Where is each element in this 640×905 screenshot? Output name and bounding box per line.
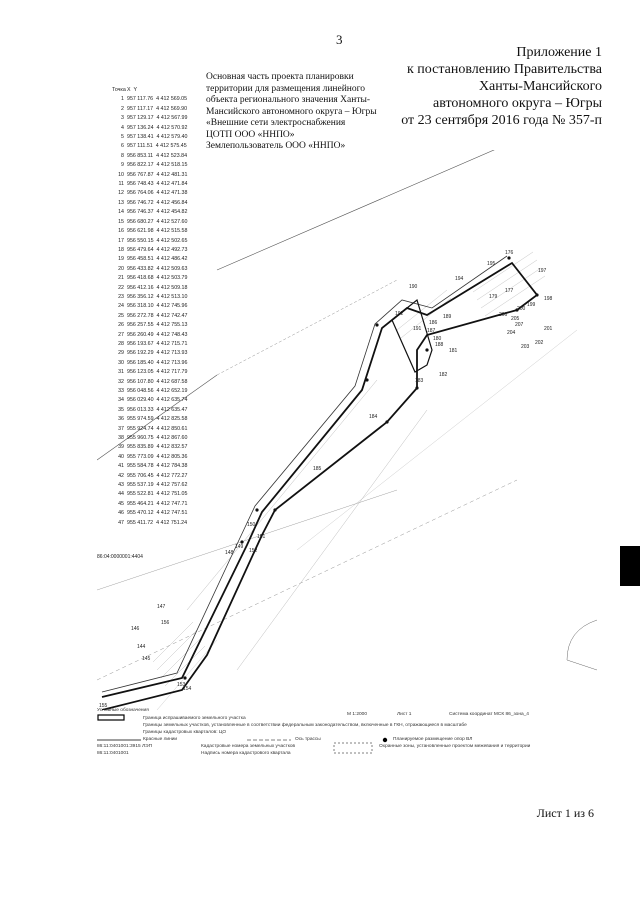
table-cell: 3 — [121, 115, 124, 122]
point-label: 190 — [409, 284, 418, 290]
table-row — [112, 208, 206, 217]
table-cell: 956 356.12 — [127, 293, 154, 300]
legend-symbol-parcel — [97, 714, 127, 722]
table-row — [112, 302, 206, 311]
table-cell: 42 — [118, 472, 124, 479]
table-cell: 956 412.16 — [127, 284, 154, 291]
table-row — [112, 95, 206, 104]
point-label: 206 — [499, 312, 508, 318]
table-cell: 955 924.74 — [127, 425, 154, 432]
table-cell: 956 013.33 — [127, 406, 154, 413]
table-cell: 4 412 747.51 — [156, 510, 188, 517]
point-label: 204 — [507, 330, 516, 336]
table-row — [112, 415, 206, 424]
table-cell: 4 412 757.62 — [156, 482, 188, 489]
point-markers — [183, 256, 538, 679]
table-cell: 4 412 825.58 — [156, 416, 188, 423]
table-cell: 16 — [118, 228, 124, 235]
table-cell: 956 185.40 — [127, 359, 154, 366]
table-cell: 34 — [118, 397, 124, 404]
table-cell: 4 412 687.58 — [156, 378, 188, 385]
table-cell: 19 — [118, 256, 124, 263]
table-cell: 46 — [118, 510, 124, 517]
table-cell: 24 — [118, 303, 124, 310]
table-row — [112, 509, 206, 518]
table-cell: 4 412 579.40 — [156, 134, 188, 141]
point-label: 144 — [137, 644, 146, 650]
table-cell: 10 — [118, 171, 124, 178]
table-cell: 956 764.06 — [127, 190, 154, 197]
point-label: 184 — [369, 414, 378, 420]
project-line: Землепользователь ООО «ННПО» — [206, 141, 346, 151]
table-cell: 955 470.12 — [127, 510, 154, 517]
table-row — [112, 105, 206, 114]
table-cell: 956 458.51 — [127, 256, 154, 263]
table-cell: 956 621.98 — [127, 228, 154, 235]
table-cell: 4 412 569.05 — [156, 96, 188, 103]
legend-item: Границы кадастровых кварталов: ЦО — [143, 730, 227, 735]
table-row — [112, 114, 206, 123]
table-cell: 43 — [118, 482, 124, 489]
table-row — [112, 171, 206, 180]
table-cell: 4 412 471.38 — [156, 190, 188, 197]
table-cell: 4 412 755.13 — [156, 322, 188, 329]
table-cell: 44 — [118, 491, 124, 498]
table-row — [112, 274, 206, 283]
table-cell: 4 412 745.96 — [156, 303, 188, 310]
point-label: 198 — [544, 296, 553, 302]
point-label: 179 — [489, 294, 498, 300]
table-cell: 4 412 518.15 — [156, 162, 188, 169]
table-cell: 956 272.78 — [127, 312, 154, 319]
point-label: 152 — [249, 548, 258, 554]
table-cell: 4 412 509.18 — [156, 284, 188, 291]
table-cell: 4 412 832.57 — [156, 444, 188, 451]
table-row — [112, 425, 206, 434]
table-cell: 45 — [118, 500, 124, 507]
boundary-line — [217, 150, 517, 270]
table-cell: 955 464.21 — [127, 500, 154, 507]
table-row — [112, 519, 206, 528]
legend-symbol-axis — [247, 738, 291, 742]
table-cell: 14 — [118, 209, 124, 216]
table-cell: 4 412 652.19 — [156, 388, 188, 394]
table-cell: 955 773.09 — [127, 453, 154, 460]
table-cell: 4 412 867.60 — [156, 435, 188, 442]
legend-item: Надпись номера кадастрового квартала — [201, 751, 291, 756]
boundary-line — [187, 380, 377, 610]
table-cell: 11 — [118, 181, 124, 188]
point-label: 151 — [257, 534, 266, 540]
table-cell: 5 — [121, 134, 124, 141]
table-cell: 33 — [118, 388, 124, 394]
table-row — [112, 293, 206, 302]
table-row — [112, 481, 206, 490]
table-cell: 4 412 503.79 — [156, 275, 188, 282]
table-cell: 4 412 471.84 — [156, 181, 188, 188]
table-cell: 4 412 772.27 — [156, 472, 188, 479]
legend-item: Кадастровые номера земельных участков — [201, 744, 296, 749]
table-row — [112, 349, 206, 358]
point-label: 197 — [538, 268, 547, 274]
table-cell: 15 — [118, 218, 124, 225]
table-cell: 956 048.56 — [127, 388, 154, 394]
table-row — [112, 237, 206, 246]
point-label: 150 — [247, 522, 256, 528]
table-cell: 4 412 850.61 — [156, 425, 188, 432]
appendix-line: к постановлению Правительства — [406, 62, 602, 77]
table-cell: 41 — [118, 463, 124, 470]
table-cell: 4 412 492.73 — [156, 246, 188, 253]
cadastral-block — [97, 744, 152, 749]
table-cell: 956 433.82 — [127, 265, 154, 272]
table-row — [112, 124, 206, 133]
table-cell: 4 412 742.47 — [156, 312, 188, 319]
table-cell: 956 822.17 — [127, 162, 154, 169]
table-row — [112, 161, 206, 170]
boundary-arc — [567, 620, 597, 670]
sheet-footer: Лист 1 из 6 — [536, 806, 594, 820]
table-cell: 26 — [118, 322, 124, 329]
table-cell: 955 974.59 — [127, 416, 154, 423]
table-cell: 4 — [121, 124, 124, 131]
point-label: 195 — [487, 261, 496, 267]
table-cell: 4 412 751.24 — [156, 519, 188, 526]
table-cell: 35 — [118, 406, 124, 413]
table-cell: 957 117.76 — [127, 96, 154, 103]
table-cell: 18 — [118, 246, 124, 253]
table-row — [112, 265, 206, 274]
table-cell: 2 — [121, 105, 124, 112]
table-row — [112, 453, 206, 462]
table-cell: 1 — [121, 96, 124, 103]
point-label: 207 — [515, 322, 524, 328]
boundary-line — [157, 640, 217, 710]
table-cell: 4 412 748.43 — [156, 331, 188, 338]
point-label: 202 — [535, 340, 544, 346]
table-cell: 32 — [118, 378, 124, 385]
table-cell: 29 — [118, 350, 124, 357]
table-cell: 956 418.68 — [127, 275, 154, 282]
column-header: Точка — [112, 87, 126, 93]
sheet-label: Лист 1 — [397, 712, 412, 717]
boundary-line — [217, 280, 397, 375]
table-cell: 957 136.24 — [127, 124, 154, 131]
table-row — [112, 255, 206, 264]
table-cell: 4 412 515.58 — [156, 228, 188, 235]
table-row — [112, 378, 206, 387]
project-line: «Внешние сети электроснабжения — [206, 118, 346, 128]
point-label: 186 — [429, 320, 438, 326]
point-label: 185 — [313, 466, 322, 472]
point-label: 182 — [439, 372, 448, 378]
table-cell: 31 — [118, 369, 124, 376]
table-cell: 4 412 635.74 — [156, 397, 188, 404]
project-line: территории для размещения линейного — [206, 83, 366, 94]
table-cell: 955 706.45 — [127, 472, 154, 479]
table-cell: 956 746.72 — [127, 199, 154, 206]
legend-title: Условные обозначения — [97, 708, 149, 713]
table-cell: 21 — [118, 275, 124, 282]
table-row — [112, 284, 206, 293]
appendix-line: Приложение 1 — [516, 45, 602, 60]
table-row — [112, 434, 206, 443]
table-cell: 23 — [118, 293, 124, 300]
appendix-line: автономного округа – Югры — [433, 96, 602, 111]
table-cell: 955 411.72 — [127, 519, 154, 526]
table-row — [112, 227, 206, 236]
table-cell: 955 960.75 — [127, 435, 154, 442]
table-cell: 4 412 509.63 — [156, 265, 188, 272]
table-row — [112, 396, 206, 405]
boundary-line — [297, 330, 577, 550]
table-cell: 957 138.41 — [127, 134, 154, 141]
cadastral-block-number: 86:11:0401001:3915 — [97, 744, 141, 749]
table-row — [112, 462, 206, 471]
table-cell: 956 479.64 — [127, 246, 154, 253]
point-label: 176 — [505, 250, 514, 256]
table-row — [112, 331, 206, 340]
table-row — [112, 133, 206, 142]
legend-item: Красные линии — [143, 737, 178, 742]
cadastral-block-number: 86:11:0401001 — [97, 751, 129, 756]
table-cell: 4 412 523.84 — [156, 152, 188, 159]
point-label: 199 — [527, 302, 536, 308]
table-cell: 955 522.81 — [127, 491, 154, 498]
point-label: 156 — [161, 620, 170, 626]
coordinates-table — [112, 86, 206, 528]
legend-item: Ось трассы — [295, 737, 321, 742]
point-label: 148 — [225, 550, 234, 556]
point-label: 201 — [544, 326, 553, 332]
table-row — [112, 218, 206, 227]
table-row — [112, 406, 206, 415]
table-cell: 955 537.19 — [127, 482, 154, 489]
table-row — [112, 152, 206, 161]
table-cell: 956 680.27 — [127, 218, 154, 225]
table-row — [112, 359, 206, 368]
point-label: 194 — [455, 276, 464, 282]
project-line: объекта регионального значения Ханты- — [206, 95, 371, 105]
table-cell: 955 835.89 — [127, 444, 154, 451]
project-description — [206, 72, 396, 153]
boundary-line — [237, 410, 427, 670]
table-row — [112, 472, 206, 481]
table-row — [112, 142, 206, 151]
point-label: 155 — [99, 703, 108, 709]
table-cell: 956 123.05 — [127, 369, 154, 376]
cadastral-number-label: 86:04:0000001:4404 — [97, 554, 143, 560]
table-cell: 47 — [118, 519, 124, 526]
legend-symbol-pole — [381, 736, 389, 744]
column-header: Y — [133, 87, 138, 93]
table-cell: 38 — [118, 435, 124, 442]
point-label: 192 — [395, 311, 404, 317]
legend-item: Граница испрашиваемого земельного участка — [143, 716, 246, 721]
table-cell: 4 412 502.65 — [156, 237, 188, 244]
table-cell: 4 412 635.47 — [156, 406, 188, 413]
legend-symbol-redline — [97, 738, 141, 742]
table-cell: 4 412 575.45 — [155, 143, 187, 150]
column-header: X — [127, 87, 131, 93]
table-cell: 4 412 486.42 — [156, 256, 188, 263]
table-cell: 4 412 481.31 — [156, 171, 188, 178]
point-label: 181 — [449, 348, 458, 354]
table-cell: 4 412 713.93 — [156, 350, 188, 357]
table-cell: 4 412 747.71 — [156, 500, 188, 507]
point-label: 180 — [433, 336, 442, 342]
table-row — [112, 246, 206, 255]
table-cell: 956 746.37 — [127, 209, 154, 216]
table-cell: 956 193.67 — [127, 340, 154, 347]
table-cell: 4 412 567.99 — [156, 115, 188, 122]
table-cell: 956 550.15 — [127, 237, 154, 244]
legend — [97, 708, 587, 770]
table-cell: 4 412 751.05 — [156, 491, 188, 498]
table-cell: 957 129.17 — [127, 115, 154, 122]
table-cell: 955 584.78 — [127, 463, 154, 470]
table-cell: 956 853.11 — [127, 152, 154, 159]
table-row — [112, 387, 206, 396]
cadastral-block-suffix: ЛЭП — [142, 744, 153, 749]
table-row — [112, 500, 206, 509]
table-cell: 4 412 715.71 — [156, 340, 188, 347]
table-header — [112, 86, 206, 95]
legend-symbol-zone — [333, 742, 373, 754]
table-cell: 956 318.10 — [127, 303, 154, 310]
table-row — [112, 189, 206, 198]
table-row — [112, 340, 206, 349]
table-row — [112, 180, 206, 189]
table-cell: 30 — [118, 359, 124, 366]
point-label: 189 — [443, 314, 452, 320]
point-label: 153 — [177, 682, 186, 688]
table-cell: 957 117.17 — [127, 105, 154, 112]
coordinate-system: Система координат МСК 86_зона_4 — [449, 712, 529, 717]
project-line: Мансийского автономного округа – Югры — [206, 106, 377, 117]
table-cell: 4 412 713.96 — [156, 359, 188, 366]
point-label: 147 — [157, 604, 166, 610]
point-label: 154 — [183, 686, 192, 692]
table-row — [112, 368, 206, 377]
table-cell: 956 107.80 — [127, 378, 154, 385]
table-cell: 957 111.51 — [127, 143, 153, 150]
table-cell: 8 — [121, 152, 124, 159]
table-cell: 22 — [118, 284, 124, 291]
table-cell: 6 — [121, 143, 124, 150]
table-cell: 956 748.43 — [127, 181, 154, 188]
table-cell: 956 767.87 — [127, 171, 154, 178]
table-cell: 4 412 805.36 — [156, 453, 188, 460]
point-label: 145 — [142, 656, 151, 662]
point-label: 146 — [131, 626, 140, 632]
point-label: 205 — [511, 316, 520, 322]
point-label: 187 — [427, 328, 436, 334]
table-cell: 17 — [118, 237, 124, 244]
table-cell: 28 — [118, 340, 124, 347]
table-cell: 20 — [118, 265, 124, 272]
point-label: 149 — [235, 544, 244, 550]
point-label: 183 — [415, 378, 424, 384]
appendix-line: Ханты-Мансийского — [478, 79, 602, 94]
table-cell: 37 — [118, 425, 124, 432]
table-cell: 36 — [118, 416, 124, 423]
legend-item: Границы земельных участков, установленные в соответствии федеральным законодательством, включенные в ГКН, отражающиеся в масштабе — [143, 723, 467, 728]
point-label: 191 — [413, 326, 422, 332]
project-line: ЦОТП ООО «ННПО» — [206, 129, 295, 140]
table-cell: 39 — [118, 444, 124, 451]
table-cell: 4 412 527.60 — [156, 218, 188, 225]
table-cell: 4 412 454.82 — [156, 209, 188, 216]
hatch-area — [153, 252, 545, 686]
table-cell: 25 — [118, 312, 124, 319]
table-cell: 4 412 784.38 — [156, 463, 188, 470]
table-row — [112, 443, 206, 452]
table-row — [112, 490, 206, 499]
point-label: 177 — [505, 288, 514, 294]
table-cell: 4 412 456.84 — [156, 199, 188, 206]
appendix-line: от 23 сентября 2016 года № 357-п — [401, 113, 602, 128]
cropped-glyph — [620, 546, 640, 586]
table-cell: 12 — [118, 190, 124, 197]
table-cell: 4 412 717.79 — [156, 369, 188, 376]
project-line: Основная часть проекта планировки — [206, 72, 354, 82]
table-row — [112, 312, 206, 321]
table-cell: 4 412 570.92 — [156, 124, 188, 131]
table-cell: 4 412 569.90 — [156, 105, 188, 112]
table-cell: 956 257.55 — [127, 322, 154, 329]
legend-item: Планируемое размещение опор ВЛ — [393, 737, 473, 742]
table-cell: 956 192.29 — [127, 350, 154, 357]
table-cell: 13 — [118, 199, 124, 206]
table-row — [112, 199, 206, 208]
table-row — [112, 321, 206, 330]
point-label: 188 — [435, 342, 444, 348]
table-cell: 4 412 513.10 — [156, 293, 188, 300]
page-number: 3 — [336, 32, 343, 47]
table-cell: 40 — [118, 453, 124, 460]
point-label: 200 — [517, 306, 526, 312]
table-cell: 956 029.40 — [127, 397, 154, 404]
table-cell: 956 260.49 — [127, 331, 154, 338]
table-cell: 27 — [118, 331, 124, 338]
legend-item: Охранные зоны, установленные проектом межевания и территории — [379, 744, 531, 749]
map-scale: М 1:2000 — [347, 712, 368, 717]
point-label: 203 — [521, 344, 530, 350]
table-cell: 9 — [121, 162, 124, 169]
